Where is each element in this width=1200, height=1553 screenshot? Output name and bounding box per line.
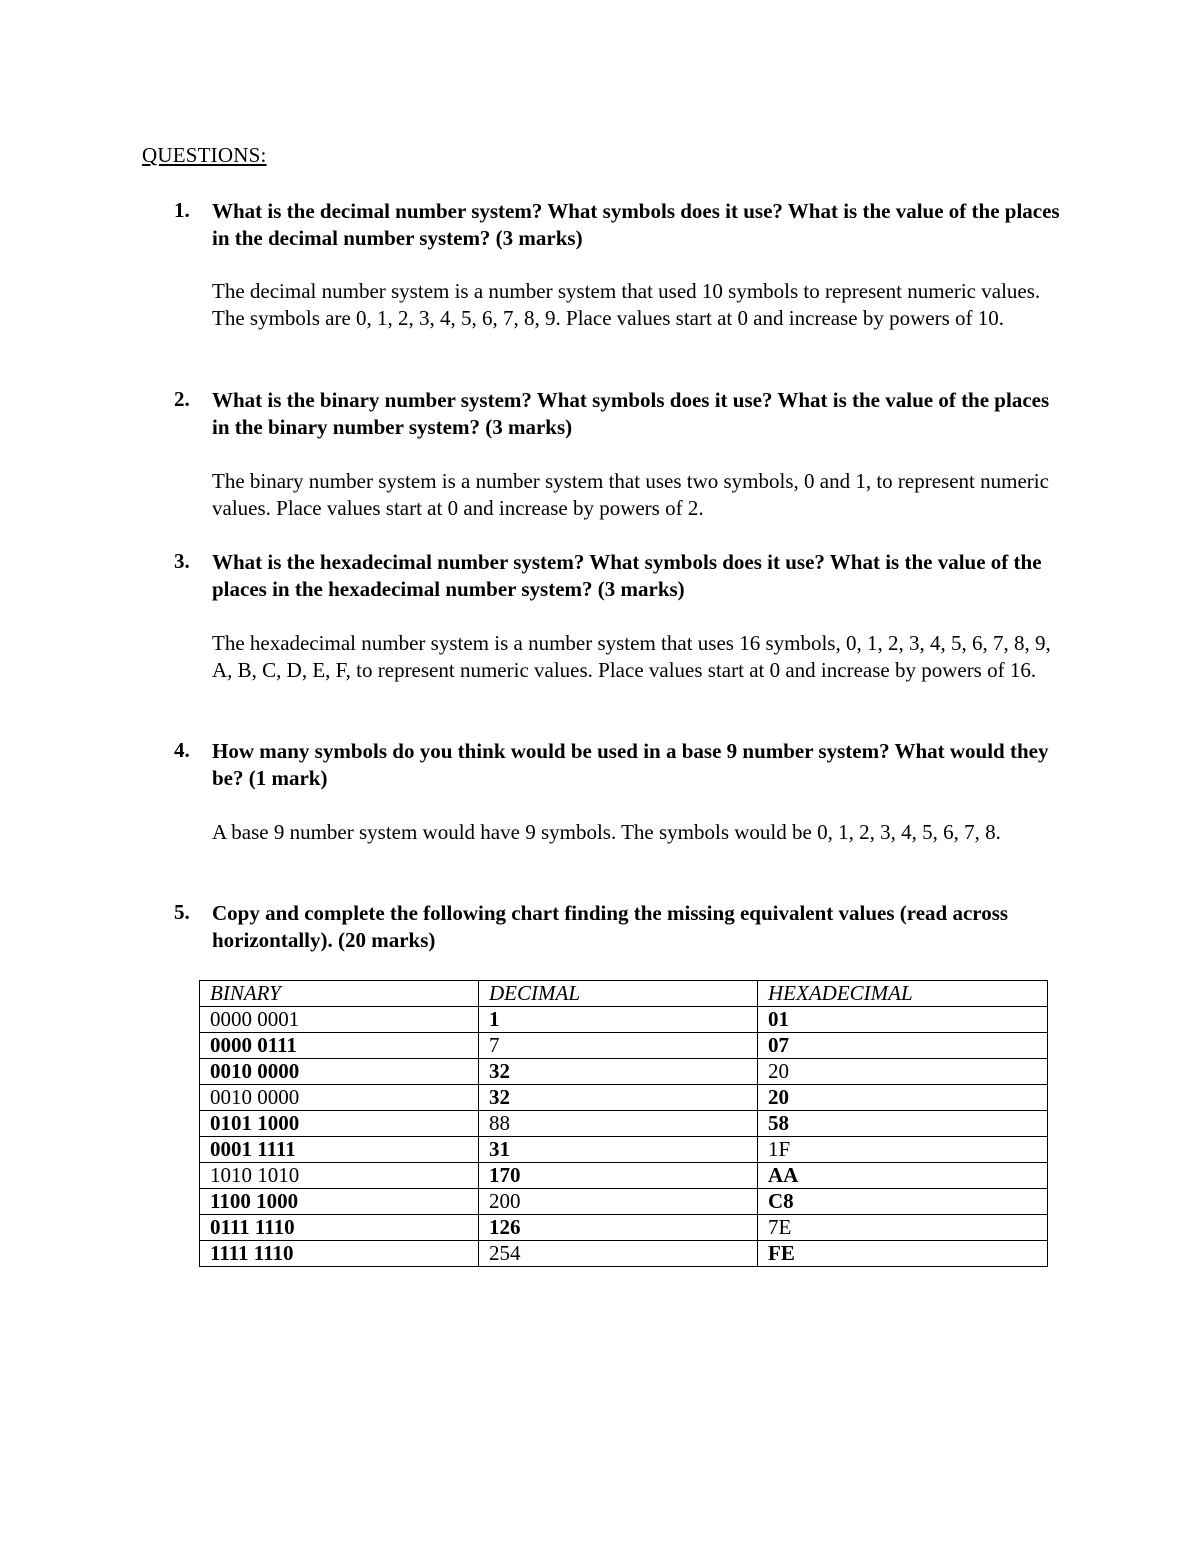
hex-cell: FE	[758, 1241, 1048, 1267]
decimal-cell: 170	[479, 1163, 758, 1189]
table-header-row	[200, 981, 1048, 1007]
question-number: 2.	[174, 387, 190, 411]
decimal-cell: 1	[479, 1007, 758, 1033]
table-row	[200, 1215, 1048, 1241]
hex-cell: AA	[758, 1163, 1048, 1189]
binary-cell: 0111 1110	[200, 1215, 479, 1241]
question-number: 1.	[174, 198, 190, 222]
hex-cell: 20	[758, 1085, 1048, 1111]
binary-cell: 0101 1000	[200, 1111, 479, 1137]
decimal-cell: 32	[479, 1059, 758, 1085]
hex-cell: 01	[758, 1007, 1048, 1033]
table-row	[200, 1007, 1048, 1033]
binary-cell: 0000 0111	[200, 1033, 479, 1059]
answer-4: A base 9 number system would have 9 symbols. The symbols would be 0, 1, 2, 3, 4, 5, 6, 7, 8.	[212, 820, 1001, 844]
decimal-cell: 7	[479, 1033, 758, 1059]
answer-1: The decimal number system is a number system that used 10 symbols to represent numeric values. The symbols are 0, 1, 2, 3, 4, 5, 6, 7, 8, 9. Place values start at 0 and increase by powers of 10.	[212, 279, 1041, 330]
hex-cell: 07	[758, 1033, 1048, 1059]
question-number: 3.	[174, 549, 190, 573]
decimal-cell: 32	[479, 1085, 758, 1111]
table-row	[200, 1059, 1048, 1085]
table-row	[200, 1241, 1048, 1267]
binary-cell: 1111 1110	[200, 1241, 479, 1267]
table-row	[200, 1137, 1048, 1163]
conversion-table	[199, 980, 1048, 1267]
binary-cell: 1100 1000	[200, 1189, 479, 1215]
answer-3: The hexadecimal number system is a number system that uses 16 symbols, 0, 1, 2, 3, 4, 5, 6, 7, 8, 9, A, B, C, D, E, F, to represent numeric values. Place values start at 0 and increase by powers of 16.	[212, 631, 1051, 682]
question-text: How many symbols do you think would be used in a base 9 number system? What would they be? (1 mark)	[212, 739, 1049, 790]
question-text: What is the hexadecimal number system? What symbols does it use? What is the value of the places in the hexadecimal number system? (3 marks)	[212, 550, 1042, 601]
header-binary: BINARY	[200, 981, 479, 1007]
question-text: Copy and complete the following chart finding the missing equivalent values (read across horizontally). (20 marks)	[212, 901, 1009, 952]
question-text: What is the binary number system? What symbols does it use? What is the value of the places in the binary number system? (3 marks)	[212, 388, 1050, 439]
table-row	[200, 1163, 1048, 1189]
answer-2: The binary number system is a number system that uses two symbols, 0 and 1, to represent numeric values. Place values start at 0 and increase by powers of 2.	[212, 469, 1049, 520]
binary-cell: 0010 0000	[200, 1085, 479, 1111]
binary-cell: 0000 0001	[200, 1007, 479, 1033]
table-row	[200, 1111, 1048, 1137]
hex-cell: 20	[758, 1059, 1048, 1085]
binary-cell: 0010 0000	[200, 1059, 479, 1085]
binary-cell: 0001 1111	[200, 1137, 479, 1163]
question-number: 4.	[174, 738, 190, 762]
decimal-cell: 254	[479, 1241, 758, 1267]
question-number: 5.	[174, 900, 190, 924]
questions-heading: QUESTIONS:	[142, 143, 267, 167]
hex-cell: 58	[758, 1111, 1048, 1137]
hex-cell: 7E	[758, 1215, 1048, 1241]
table-row	[200, 1085, 1048, 1111]
hex-cell: C8	[758, 1189, 1048, 1215]
hex-cell: 1F	[758, 1137, 1048, 1163]
binary-cell: 1010 1010	[200, 1163, 479, 1189]
decimal-cell: 126	[479, 1215, 758, 1241]
table-row	[200, 1189, 1048, 1215]
decimal-cell: 31	[479, 1137, 758, 1163]
question-text: What is the decimal number system? What symbols does it use? What is the value of the places in the decimal number system? (3 marks)	[212, 199, 1060, 250]
header-decimal: DECIMAL	[479, 981, 758, 1007]
decimal-cell: 88	[479, 1111, 758, 1137]
table-row	[200, 1033, 1048, 1059]
decimal-cell: 200	[479, 1189, 758, 1215]
header-hexadecimal: HEXADECIMAL	[758, 981, 1048, 1007]
